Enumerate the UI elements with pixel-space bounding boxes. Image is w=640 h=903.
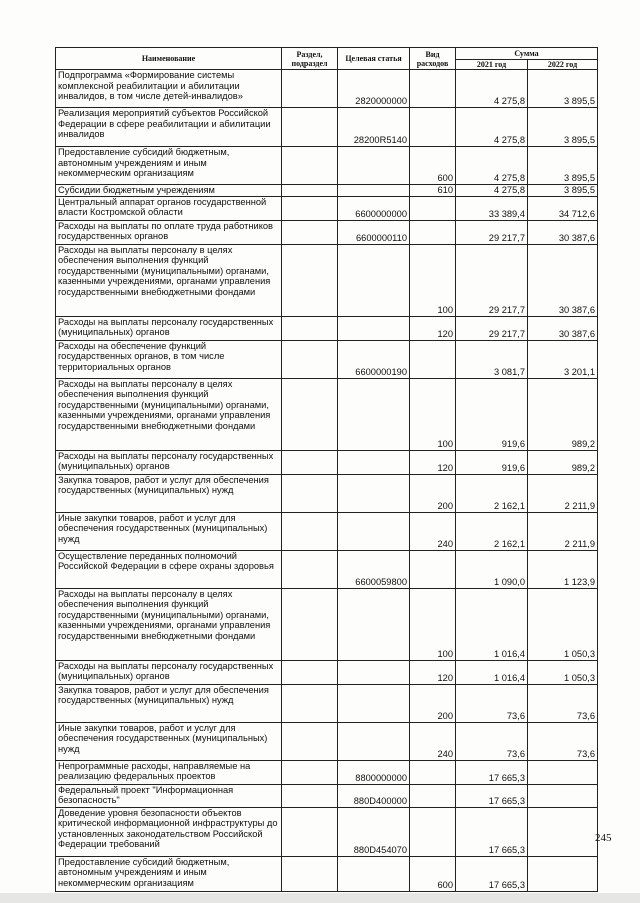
row-type — [410, 784, 456, 807]
row-sum-2021: 17 665,3 — [456, 856, 528, 891]
row-name: Расходы на обеспечение функций государственных органов, в том числе территориальных органов — [56, 340, 282, 378]
row-target: 2820000000 — [338, 70, 410, 108]
row-sum-2021: 2 162,1 — [456, 512, 528, 550]
row-type — [410, 108, 456, 147]
row-sum-2022: 34 712,6 — [528, 196, 598, 220]
row-target: 6600000190 — [338, 340, 410, 378]
row-section — [282, 340, 338, 378]
row-type — [410, 70, 456, 108]
row-sum-2021: 17 665,3 — [456, 760, 528, 784]
row-sum-2022: 30 387,6 — [528, 316, 598, 340]
row-name: Предоставление субсидий бюджетным, автономным учреждениям и иным некоммерческим организациям — [56, 856, 282, 891]
row-sum-2022: 1 050,3 — [528, 660, 598, 684]
table-row — [56, 684, 598, 722]
row-name: Центральный аппарат органов государственной власти Костромской области — [56, 196, 282, 220]
row-sum-2021: 4 275,8 — [456, 70, 528, 108]
row-section — [282, 378, 338, 450]
row-type: 610 — [410, 185, 456, 197]
row-sum-2021: 919,6 — [456, 450, 528, 474]
row-section — [282, 316, 338, 340]
row-type — [410, 196, 456, 220]
row-name: Расходы на выплаты по оплате труда работников государственных органов — [56, 220, 282, 244]
row-name: Субсидии бюджетным учреждениям — [56, 185, 282, 197]
row-target — [338, 722, 410, 760]
table-row — [56, 378, 598, 450]
row-name: Подпрограмма «Формирование системы комплексной реабилитации и абилитации инвалидов, в том числе детей-инвалидов» — [56, 70, 282, 108]
row-sum-2021: 73,6 — [456, 722, 528, 760]
row-sum-2022: 2 211,9 — [528, 512, 598, 550]
row-sum-2021: 919,6 — [456, 378, 528, 450]
row-type — [410, 807, 456, 856]
table-row — [56, 512, 598, 550]
row-sum-2021: 4 275,8 — [456, 147, 528, 185]
row-sum-2022: 1 123,9 — [528, 550, 598, 588]
row-target — [338, 378, 410, 450]
row-name: Расходы на выплаты персоналу государственных (муниципальных) органов — [56, 316, 282, 340]
table-row — [56, 660, 598, 684]
row-section — [282, 784, 338, 807]
row-name: Расходы на выплаты персоналу государственных (муниципальных) органов — [56, 660, 282, 684]
row-section — [282, 450, 338, 474]
row-sum-2021: 4 275,8 — [456, 108, 528, 147]
row-section — [282, 474, 338, 512]
row-target — [338, 856, 410, 891]
row-type — [410, 550, 456, 588]
row-sum-2022 — [528, 784, 598, 807]
row-type: 600 — [410, 856, 456, 891]
row-section — [282, 196, 338, 220]
row-target: 880D400000 — [338, 784, 410, 807]
row-sum-2021: 17 665,3 — [456, 784, 528, 807]
row-target: 28200R5140 — [338, 108, 410, 147]
table-row — [56, 760, 598, 784]
row-section — [282, 147, 338, 185]
row-section — [282, 550, 338, 588]
row-section — [282, 185, 338, 197]
row-sum-2021: 3 081,7 — [456, 340, 528, 378]
row-name: Предоставление субсидий бюджетным, автономным учреждениям и иным некоммерческим организациям — [56, 147, 282, 185]
table-row — [56, 220, 598, 244]
row-type: 120 — [410, 450, 456, 474]
row-target — [338, 450, 410, 474]
row-name: Иные закупки товаров, работ и услуг для обеспечения государственных (муниципальных) нужд — [56, 722, 282, 760]
row-name: Непрограммные расходы, направляемые на реализацию федеральных проектов — [56, 760, 282, 784]
row-sum-2021: 29 217,7 — [456, 220, 528, 244]
row-name: Осуществление переданных полномочий Российской Федерации в сфере охраны здоровья — [56, 550, 282, 588]
row-name: Закупка товаров, работ и услуг для обеспечения государственных (муниципальных) нужд — [56, 684, 282, 722]
row-sum-2022: 2 211,9 — [528, 474, 598, 512]
row-target — [338, 512, 410, 550]
row-section — [282, 856, 338, 891]
row-target — [338, 316, 410, 340]
row-section — [282, 512, 338, 550]
row-name: Расходы на выплаты персоналу в целях обеспечения выполнения функций государственными (муниципальными) органами, казенными учреждениями, органами управления государственными внебюджетными фондами — [56, 378, 282, 450]
row-sum-2021: 17 665,3 — [456, 807, 528, 856]
table-row — [56, 856, 598, 891]
row-sum-2021: 1 016,4 — [456, 660, 528, 684]
row-section — [282, 760, 338, 784]
row-name: Закупка товаров, работ и услуг для обеспечения государственных (муниципальных) нужд — [56, 474, 282, 512]
header-year-2022: 2022 год — [528, 60, 598, 70]
row-sum-2022: 3 895,5 — [528, 185, 598, 197]
row-type: 240 — [410, 512, 456, 550]
budget-table — [55, 47, 598, 892]
table-row — [56, 316, 598, 340]
row-type: 600 — [410, 147, 456, 185]
table-row — [56, 474, 598, 512]
row-sum-2021: 4 275,8 — [456, 185, 528, 197]
row-target — [338, 588, 410, 660]
row-sum-2022 — [528, 760, 598, 784]
row-sum-2022: 30 387,6 — [528, 220, 598, 244]
row-name: Иные закупки товаров, работ и услуг для обеспечения государственных (муниципальных) нужд — [56, 512, 282, 550]
row-type: 120 — [410, 660, 456, 684]
scan-edge — [0, 893, 640, 903]
row-type: 100 — [410, 378, 456, 450]
header-type: Вид расходов — [410, 48, 456, 70]
row-target — [338, 185, 410, 197]
row-target: 6600000000 — [338, 196, 410, 220]
row-target: 880D454070 — [338, 807, 410, 856]
row-section — [282, 807, 338, 856]
row-type: 100 — [410, 588, 456, 660]
table-row — [56, 588, 598, 660]
table-row — [56, 450, 598, 474]
row-name: Реализация мероприятий субъектов Российской Федерации в сфере реабилитации и абилитации инвалидов — [56, 108, 282, 147]
row-type: 240 — [410, 722, 456, 760]
row-sum-2022: 989,2 — [528, 450, 598, 474]
row-section — [282, 108, 338, 147]
row-sum-2022: 3 895,5 — [528, 70, 598, 108]
header-target: Целевая статья — [338, 48, 410, 70]
row-name: Расходы на выплаты персоналу в целях обеспечения выполнения функций государственными (муниципальными) органами, казенными учреждениями, органами управления государственными внебюджетными фондами — [56, 588, 282, 660]
row-sum-2021: 1 016,4 — [456, 588, 528, 660]
row-target — [338, 147, 410, 185]
row-sum-2022: 3 895,5 — [528, 147, 598, 185]
row-type: 200 — [410, 684, 456, 722]
row-type: 100 — [410, 244, 456, 316]
row-section — [282, 70, 338, 108]
row-sum-2021: 1 090,0 — [456, 550, 528, 588]
table-row — [56, 147, 598, 185]
row-name: Федеральный проект "Информационная безопасность" — [56, 784, 282, 807]
row-type: 200 — [410, 474, 456, 512]
row-sum-2021: 73,6 — [456, 684, 528, 722]
row-section — [282, 220, 338, 244]
row-type — [410, 340, 456, 378]
row-target: 6600000110 — [338, 220, 410, 244]
row-sum-2022: 3 895,5 — [528, 108, 598, 147]
header-name: Наименование — [56, 48, 282, 70]
table-row — [56, 244, 598, 316]
table-row — [56, 108, 598, 147]
row-target — [338, 660, 410, 684]
table-row — [56, 185, 598, 197]
row-type — [410, 760, 456, 784]
row-target: 8800000000 — [338, 760, 410, 784]
row-section — [282, 722, 338, 760]
row-sum-2021: 2 162,1 — [456, 474, 528, 512]
row-sum-2022 — [528, 856, 598, 891]
row-name: Доведение уровня безопасности объектов критической информационной инфраструктуры до установленных законодательством Российской Федерации требований — [56, 807, 282, 856]
row-sum-2021: 29 217,7 — [456, 316, 528, 340]
row-target — [338, 474, 410, 512]
table-row — [56, 550, 598, 588]
row-section — [282, 684, 338, 722]
table-row — [56, 807, 598, 856]
page-number: 245 — [595, 832, 612, 844]
header-sum: Сумма — [456, 48, 598, 60]
table-row — [56, 784, 598, 807]
header-section: Раздел, подраздел — [282, 48, 338, 70]
row-sum-2022 — [528, 807, 598, 856]
row-section — [282, 588, 338, 660]
table-row — [56, 70, 598, 108]
header-year-2021: 2021 год — [456, 60, 528, 70]
row-sum-2022: 73,6 — [528, 684, 598, 722]
table-row — [56, 340, 598, 378]
table-row — [56, 196, 598, 220]
row-sum-2022: 73,6 — [528, 722, 598, 760]
row-sum-2021: 29 217,7 — [456, 244, 528, 316]
row-name: Расходы на выплаты персоналу государственных (муниципальных) органов — [56, 450, 282, 474]
row-section — [282, 244, 338, 316]
row-sum-2022: 3 201,1 — [528, 340, 598, 378]
row-name: Расходы на выплаты персоналу в целях обеспечения выполнения функций государственными (муниципальными) органами, казенными учреждениями, органами управления государственными внебюджетными фондами — [56, 244, 282, 316]
row-target — [338, 684, 410, 722]
row-section — [282, 660, 338, 684]
row-target — [338, 244, 410, 316]
row-sum-2022: 30 387,6 — [528, 244, 598, 316]
table-body — [56, 70, 598, 892]
table-row — [56, 722, 598, 760]
row-type: 120 — [410, 316, 456, 340]
row-sum-2022: 1 050,3 — [528, 588, 598, 660]
row-sum-2021: 33 389,4 — [456, 196, 528, 220]
row-target: 6600059800 — [338, 550, 410, 588]
row-sum-2022: 989,2 — [528, 378, 598, 450]
row-type — [410, 220, 456, 244]
